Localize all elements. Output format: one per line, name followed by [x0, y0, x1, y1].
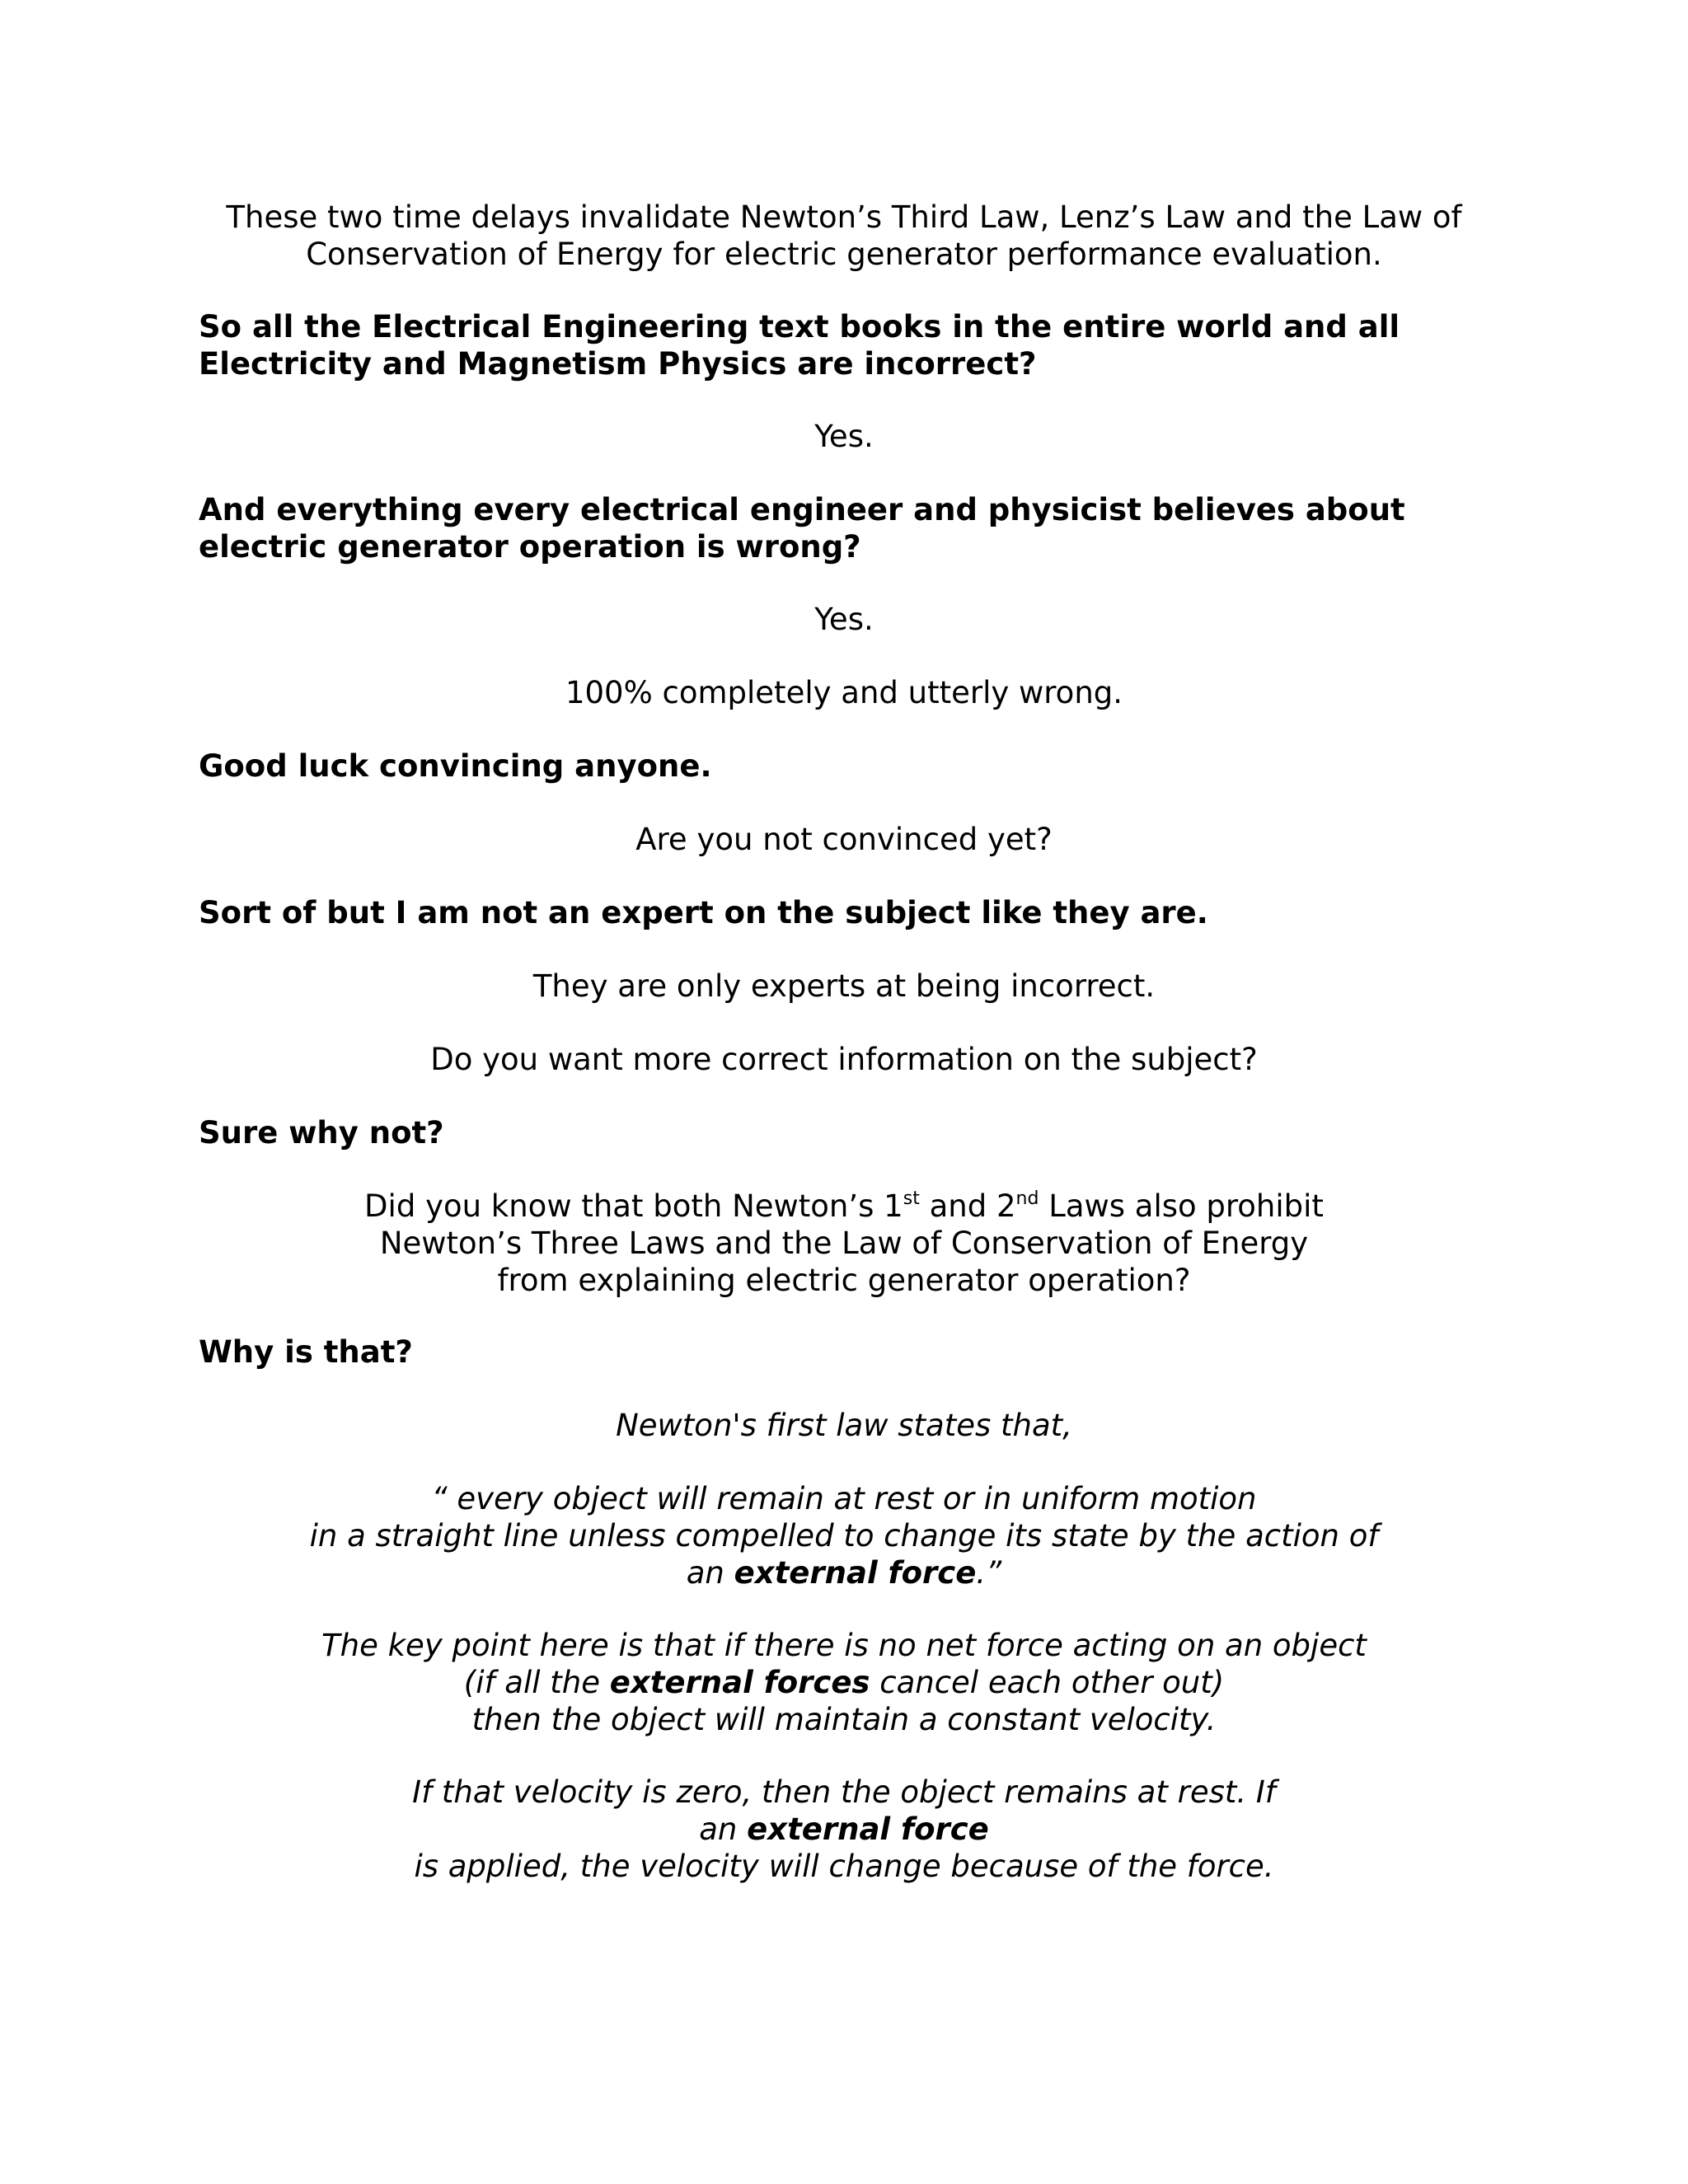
answer-5-line-1-mid: and 2	[919, 1188, 1016, 1224]
answer-4b: Do you want more correct information on the subject?	[430, 1042, 1258, 1077]
key-point-line-2-post: cancel each other out)	[870, 1665, 1225, 1700]
answer-4: They are only experts at being incorrect.	[532, 968, 1156, 1004]
question-4: Sort of but I am not an expert on the subject like they are.	[199, 895, 1208, 930]
quote-intro: Newton's first law states that,	[616, 1408, 1072, 1443]
question-2-line-1: And everything every electrical engineer and physicist believes about	[199, 492, 1405, 527]
answer-1: Yes.	[814, 419, 874, 454]
key-point-line-2	[0, 1664, 1688, 1701]
answer-3: Are you not convinced yet?	[635, 822, 1053, 857]
intro-line-1: These two time delays invalidate Newton’s Third Law, Lenz’s Law and the Law of	[226, 199, 1462, 235]
answer-2b: 100% completely and utterly wrong.	[565, 675, 1123, 710]
quote-line-1: “ every object will remain at rest or in uniform motion	[431, 1481, 1257, 1516]
answer-5-line-1-pre: Did you know that both Newton’s 1	[364, 1188, 903, 1224]
key-point-paragraph	[0, 1627, 1688, 1738]
velocity-external-force: external force	[747, 1811, 989, 1847]
answer-2: Yes.	[814, 602, 874, 637]
velocity-line-2-pre: an	[699, 1811, 748, 1847]
key-point-external-forces: external forces	[609, 1665, 870, 1700]
superscript-st: st	[903, 1188, 920, 1209]
velocity-line-3: is applied, the velocity will change because of the force.	[414, 1849, 1274, 1884]
question-1	[199, 308, 1649, 382]
key-point-line-3: then the object will maintain a constant velocity.	[471, 1702, 1217, 1737]
velocity-paragraph	[0, 1774, 1688, 1885]
answer-5-line-1-post: Laws also prohibit	[1039, 1188, 1324, 1224]
quote-line-3	[0, 1554, 1688, 1591]
quote-external-force: external force	[734, 1555, 977, 1591]
key-point-line-2-pre: (if all the	[463, 1665, 610, 1700]
question-1-line-1: So all the Electrical Engineering text books in the entire world and all	[199, 309, 1400, 344]
velocity-line-1: If that velocity is zero, then the object remains at rest. If	[412, 1774, 1276, 1810]
answer-5-line-2: Newton’s Three Laws and the Law of Conservation of Energy	[379, 1226, 1309, 1261]
question-2	[199, 491, 1649, 565]
answer-5-line-1	[0, 1188, 1688, 1225]
answer-5-line-3: from explaining electric generator operation?	[497, 1263, 1191, 1298]
question-6: Why is that?	[199, 1334, 413, 1370]
question-5: Sure why not?	[199, 1115, 444, 1151]
question-3: Good luck convincing anyone.	[199, 748, 712, 784]
quote-line-3-pre: an	[686, 1555, 734, 1591]
quote-line-2: in a straight line unless compelled to change its state by the action of	[309, 1518, 1379, 1554]
intro-paragraph	[0, 199, 1688, 273]
question-2-line-2: electric generator operation is wrong?	[199, 529, 861, 565]
question-1-line-2: Electricity and Magnetism Physics are incorrect?	[199, 346, 1037, 382]
key-point-line-1: The key point here is that if there is no net force acting on an object	[321, 1628, 1367, 1663]
intro-line-2: Conservation of Energy for electric generator performance evaluation.	[306, 237, 1382, 272]
velocity-line-2	[0, 1811, 1688, 1848]
superscript-nd: nd	[1015, 1188, 1039, 1209]
newton-first-law-quote	[0, 1480, 1688, 1591]
quote-line-3-post: .”	[976, 1555, 1002, 1591]
answer-5	[0, 1188, 1688, 1299]
